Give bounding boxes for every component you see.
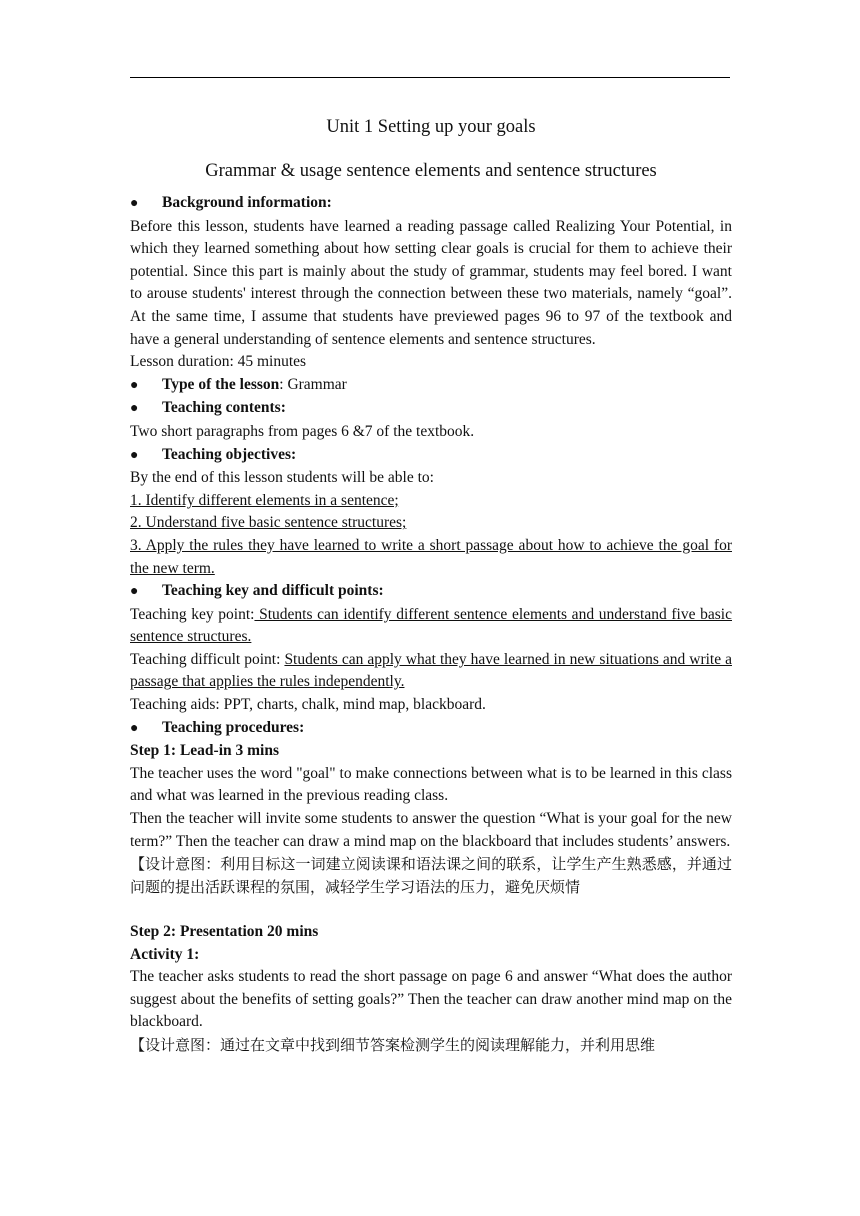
bullet-icon: ● [130,584,139,600]
section-contents-heading: ● Teaching contents: [130,397,732,421]
document-body [130,114,732,1057]
section-objectives-heading: ● Teaching objectives: [130,444,732,468]
objectives-intro: By the end of this lesson students will be able to: [130,469,434,487]
bullet-icon: ● [130,720,139,736]
section-background-heading: ● Background information: [130,192,732,216]
key-point: Teaching key point: Students can identify different sentence elements and understand five basic sentence structures. [130,605,732,646]
activity1-title: Activity 1: [130,945,200,963]
document-title: Unit 1 Setting up your goals [326,117,536,137]
objective-item: 3. Apply the rules they have learned to write a short passage about how to achieve the goal for the new term. [130,536,732,577]
bullet-icon: ● [130,401,139,417]
step1-design-intent: 【设计意图：利用目标这一词建立阅读课和语法课之间的联系，让学生产生熟悉感，并通过问题的提出活跃课程的氛围，减轻学生学习语法的压力，避免厌烦情 [130,855,732,896]
activity1-paragraph: The teacher asks students to read the short passage on page 6 and answer “What does the author suggest about the benefits of setting goals?” Then the teacher can draw another mind map on the blackboard. [130,968,732,1031]
teaching-aids: Teaching aids: PPT, charts, chalk, mind map, blackboard. [130,696,486,714]
section-key-points-heading: ● Teaching key and difficult points: [130,580,732,604]
step1-paragraph-2: Then the teacher will invite some students to answer the question “What is your goal for the new term?” Then the teacher can draw a mind map on the blackboard that includes students’ answers. [130,810,732,850]
header-rule [130,77,730,78]
contents-text: Two short paragraphs from pages 6 &7 of the textbook. [130,422,475,440]
step2-title: Step 2: Presentation 20 mins [130,923,319,940]
bullet-icon: ● [130,447,139,463]
bullet-icon: ● [130,377,139,393]
bullet-icon: ● [130,196,139,211]
objective-item: 1. Identify different elements in a sentence; [130,491,399,509]
objective-item: 2. Understand five basic sentence structures; [130,514,407,532]
section-procedures-heading: ● Teaching procedures: [130,717,732,741]
activity1-design-intent: 【设计意图：通过在文章中找到细节答案检测学生的阅读理解能力，并利用思维 [130,1035,656,1054]
spacer [130,898,732,921]
step1-title: Step 1: Lead-in 3 mins [130,742,279,760]
section-lesson-type: ● Type of the lesson: Grammar [130,374,732,398]
lesson-duration: Lesson duration: 45 minutes [130,353,307,371]
document-subtitle: Grammar & usage sentence elements and sentence structures [205,161,657,181]
background-paragraph: Before this lesson, students have learned a reading passage called Realizing Your Potential, in which they learned something about how setting clear goals is crucial for them to achieve their potential. Since this part is mainly about the study of grammar, students may feel bored. I want to arouse students' interest through the connection between these two materials, namely “goal”. At the same time, I assume that students have previewed pages 96 to 97 of the textbook and have a general understanding of sentence elements and sentence structures. [130,217,732,348]
difficult-point: Teaching difficult point: Students can apply what they have learned in new situations and write a passage that applies the rules independently. [130,650,732,691]
step1-paragraph-1: The teacher uses the word "goal" to make connections between what is to be learned in this class and what was learned in the previous reading class. [130,764,732,805]
